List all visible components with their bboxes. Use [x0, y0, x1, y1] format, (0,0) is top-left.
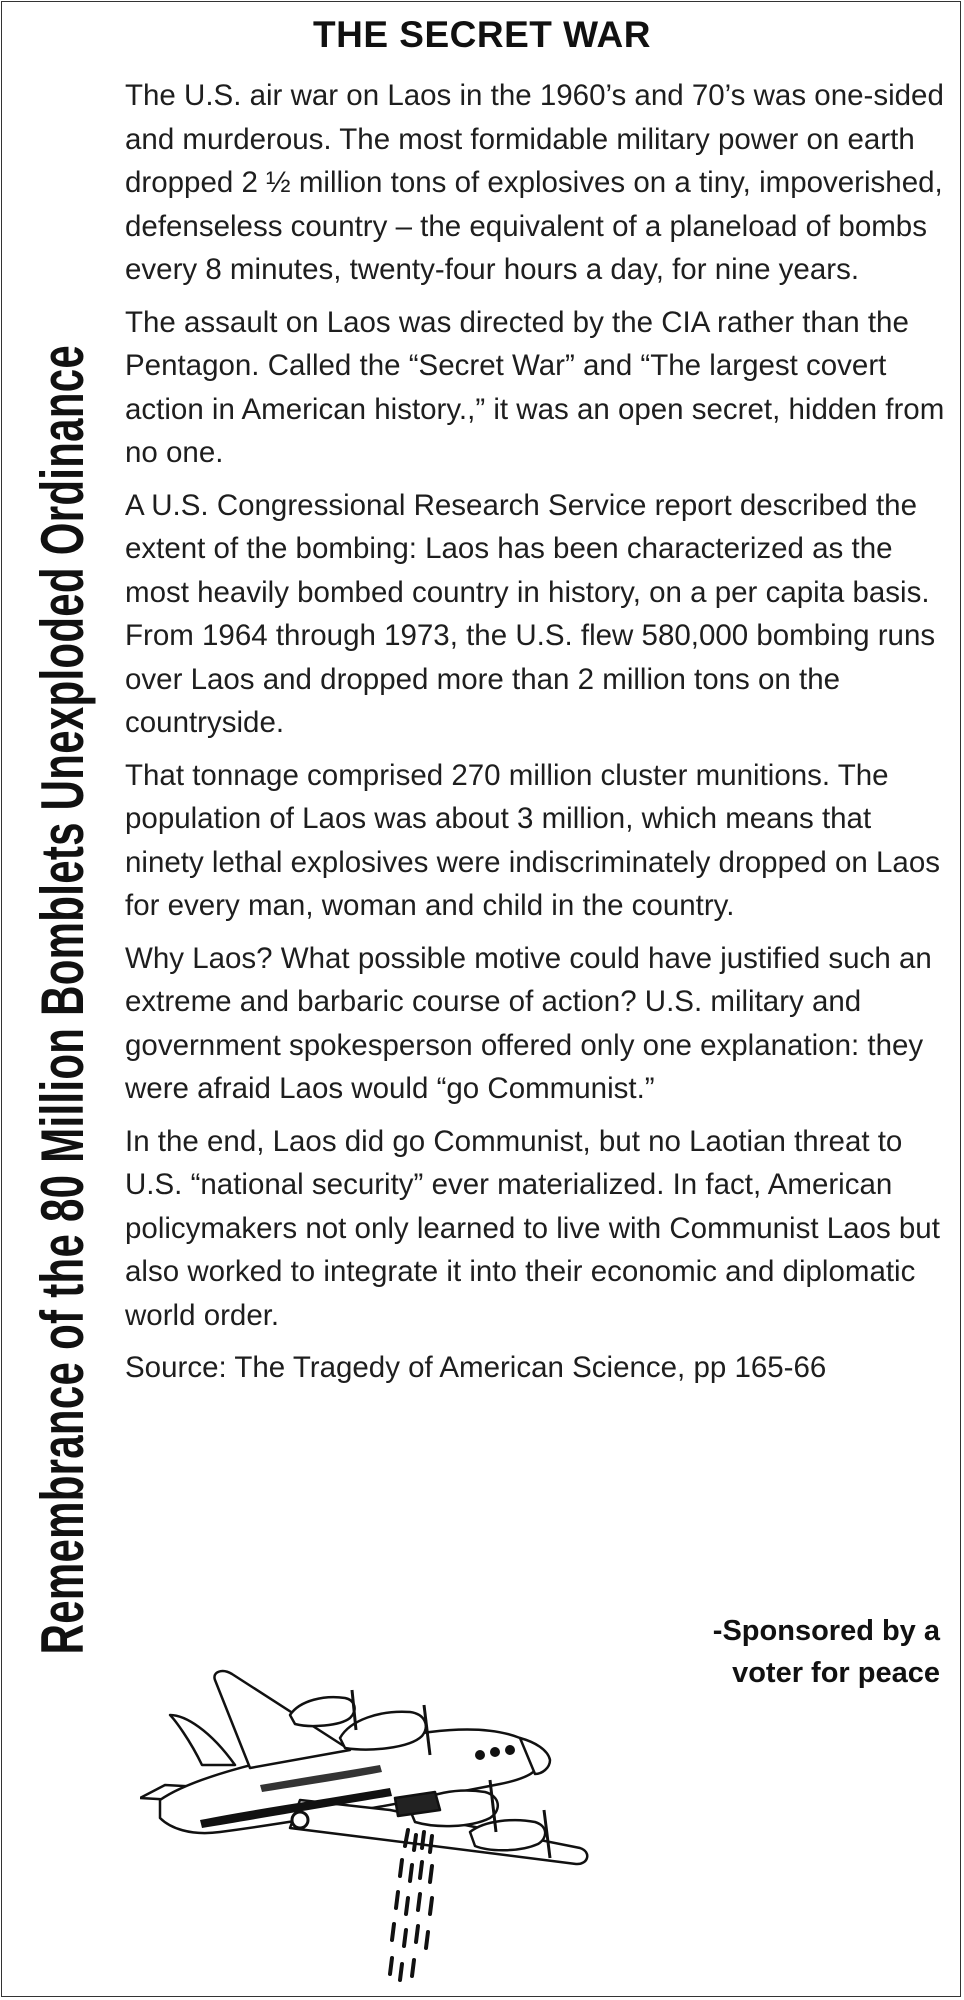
page-title: THE SECRET WAR [313, 14, 651, 55]
sponsor-line-1: -Sponsored by a [712, 1615, 940, 1647]
source-citation: Source: The Tragedy of American Science, pp 165-66 [125, 1351, 827, 1384]
sponsor-line-2: voter for peace [732, 1657, 940, 1689]
side-banner [28, 50, 98, 1950]
bomber-plane-illustration [140, 1660, 640, 1990]
paragraph-6: In the end, Laos did go Communist, but no Laotian threat to U.S. “national security” ever materialized. In fact, American policymakers not only learned to live with Communist Laos but also worked to integrate it into their economic and diplomatic world order. [125, 1124, 940, 1332]
paragraph-4: That tonnage comprised 270 million cluster munitions. The population of Laos was about 3 million, which means that ninety lethal explosives were indiscriminately dropped on Laos for every man, woman and child in the country. [125, 758, 940, 922]
paragraph-1: The U.S. air war on Laos in the 1960’s and 70’s was one-sided and murderous. The most formidable military power on earth dropped 2 ½ million tons of explosives on a tiny, impoverished, defenseless country – the equivalent of a planeload of bombs every 8 minutes, twenty-four hours a day, for nine years. [125, 79, 944, 286]
paragraph-3: A U.S. Congressional Research Service report described the extent of the bombing: Laos has been characterized as the most heavily bombed country in history, on a per capita basis. From 1964 through 1973, the U.S. flew 580,000 bombing runs over Laos and dropped more than 2 million tons on the countryside. [125, 488, 936, 739]
article-body [125, 74, 950, 1399]
paragraph-5: Why Laos? What possible motive could have justified such an extreme and barbaric course of action? U.S. military and government spokesperson offered only one explanation: they were afraid Laos would “go Communist.” [125, 941, 932, 1105]
paragraph-2: The assault on Laos was directed by the CIA rather than the Pentagon. Called the “Secret War” and “The largest covert action in American history.,” it was an open secret, hidden from no one. [125, 305, 945, 469]
side-banner-text: Remembrance of the 80 Million Bomblets Unexploded Ordinance [29, 345, 96, 1655]
sponsor-note [600, 1610, 940, 1694]
